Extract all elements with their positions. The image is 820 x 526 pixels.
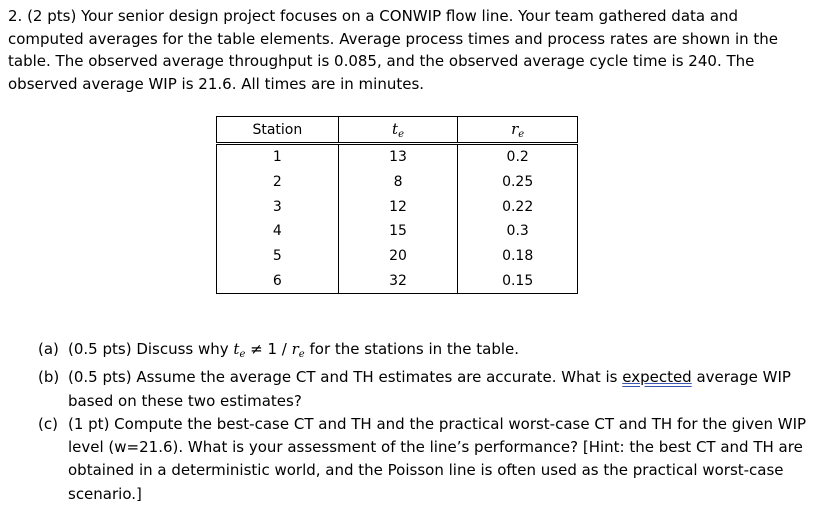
part-c-line: level (w=21.6). What is your assessment of the line’s performance? [Hint: the best CT and TH are: [68, 438, 803, 457]
cell-te: 15: [338, 219, 458, 244]
table-row: [217, 219, 578, 244]
part-b: [38, 366, 814, 413]
table-header-row: [217, 117, 578, 144]
question-parts: [38, 338, 814, 506]
cell-te: 12: [338, 194, 458, 219]
cell-station: 1: [217, 144, 339, 170]
re-subscript: e: [518, 128, 525, 140]
cell-te: 8: [338, 170, 458, 195]
cell-station: 6: [217, 268, 339, 293]
part-c-line: (1 pt) Compute the best-case CT and TH and the practical worst-case CT and TH for the given WIP: [68, 414, 807, 433]
part-c: [38, 413, 814, 506]
problem-intro-line: observed average WIP is 21.6. All times are in minutes.: [8, 74, 425, 93]
station-data-table: [216, 116, 578, 294]
part-a-mid: ≠ 1 /: [245, 340, 292, 358]
te-symbol: t: [392, 119, 399, 138]
header-process-rate: [458, 117, 578, 144]
part-c-marker: (c): [38, 414, 58, 433]
cell-te: 20: [338, 244, 458, 269]
part-b-marker: (b): [38, 368, 60, 387]
cell-re: 0.18: [458, 244, 578, 269]
cell-re: 0.2: [458, 144, 578, 170]
cell-station: 4: [217, 219, 339, 244]
cell-re: 0.25: [458, 170, 578, 195]
part-a-r-sub: e: [298, 349, 305, 360]
part-a-text: [68, 338, 814, 366]
part-b-pre: (0.5 pts) Assume the average CT and TH estimates are accurate. What is: [68, 368, 623, 387]
te-subscript: e: [398, 128, 404, 140]
part-a-r: r: [291, 340, 299, 358]
part-b-line: [68, 366, 814, 389]
cell-re: 0.22: [458, 194, 578, 219]
part-a: [38, 338, 814, 366]
cell-te: 32: [338, 268, 458, 293]
cell-te: 13: [338, 144, 458, 170]
part-b-post: average WIP: [691, 368, 791, 387]
header-station: Station: [217, 117, 339, 144]
part-c-line: obtained in a deterministic world, and the Poisson line is often used as the practical worst-case: [68, 461, 784, 480]
cell-station: 5: [217, 244, 339, 269]
table-row: [217, 144, 578, 170]
cell-re: 0.15: [458, 268, 578, 293]
problem-intro-line: table. The observed average throughput is 0.085, and the observed average cycle time is 240. The: [8, 52, 755, 71]
cell-station: 2: [217, 170, 339, 195]
part-a-pre: (0.5 pts) Discuss why: [68, 340, 234, 358]
re-symbol: r: [511, 119, 519, 138]
part-a-t: t: [233, 340, 240, 358]
part-a-marker: (a): [38, 340, 59, 358]
part-a-post: for the stations in the table.: [304, 340, 520, 358]
part-b-line: based on these two estimates?: [68, 391, 302, 410]
problem-intro-line: computed averages for the table elements. Average process times and process rates are shown in the: [8, 29, 779, 48]
part-a-t-sub: e: [239, 349, 246, 360]
cell-re: 0.3: [458, 219, 578, 244]
cell-station: 3: [217, 194, 339, 219]
part-c-line: scenario.]: [68, 484, 142, 503]
table-row: [217, 170, 578, 195]
header-process-time: [338, 117, 458, 144]
problem-intro-line: 2. (2 pts) Your senior design project focuses on a CONWIP flow line. Your team gathered data and: [8, 7, 739, 25]
table-row: [217, 268, 578, 293]
table-row: [217, 244, 578, 269]
problem-statement: [8, 5, 814, 95]
part-b-expected-word: expected: [622, 368, 692, 387]
table-row: [217, 194, 578, 219]
